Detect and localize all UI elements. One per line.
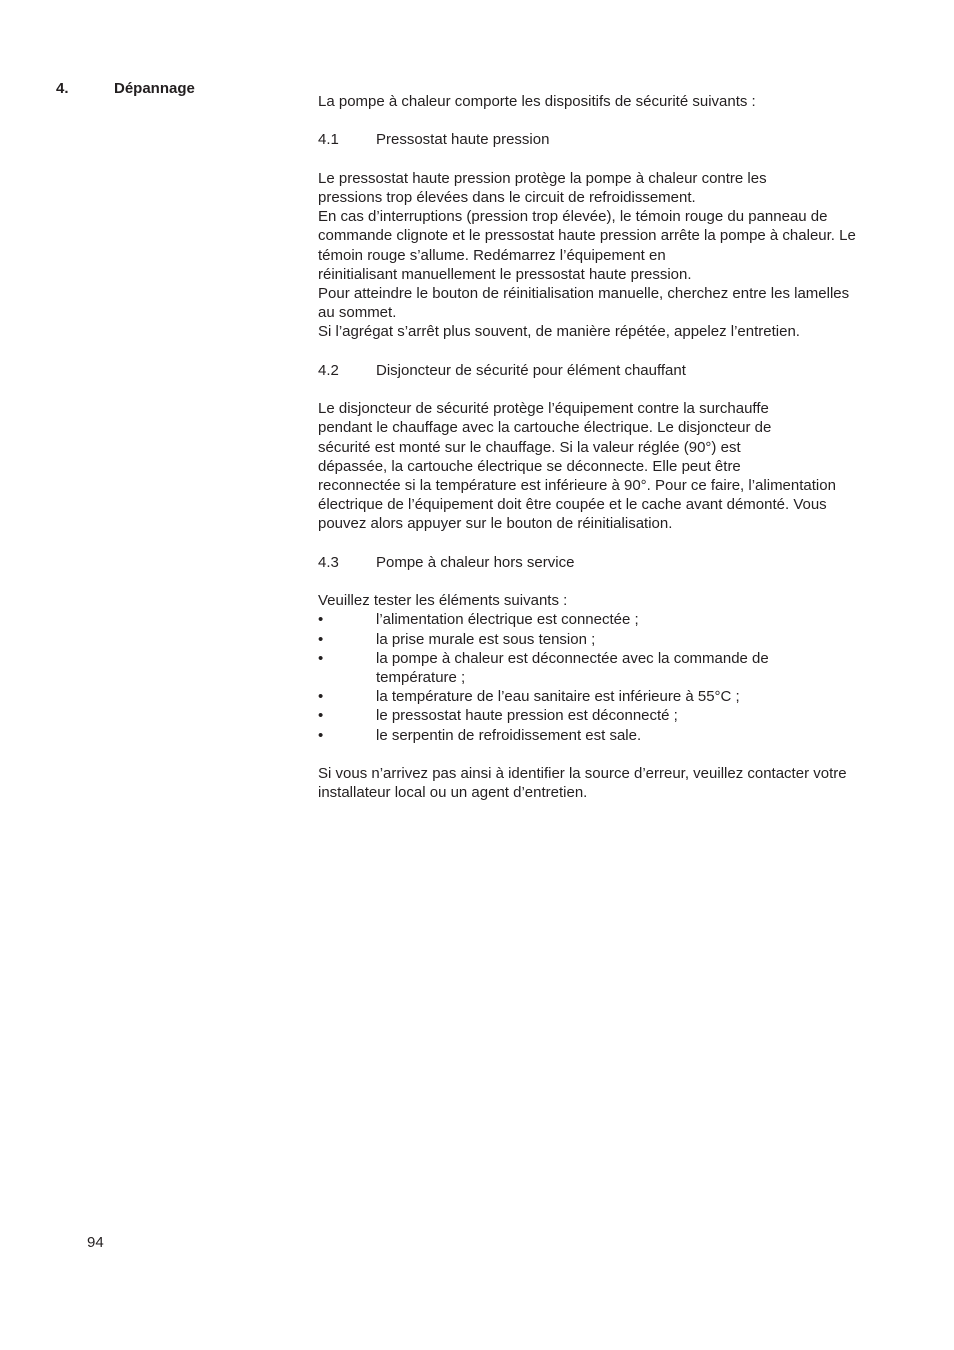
- list-item-text: la prise murale est sous tension ;: [376, 630, 596, 648]
- list-item: [318, 610, 908, 629]
- list-item-text: la pompe à chaleur est déconnectée avec la commande de température ;: [376, 649, 769, 686]
- subsection-title: Pompe à chaleur hors service: [376, 553, 575, 571]
- subsection-number: 4.3: [318, 553, 339, 571]
- body-line: Le disjoncteur de sécurité protège l’équipement contre la surchauffe: [318, 400, 769, 418]
- body-line: pendant le chauffage avec la cartouche électrique. Le disjoncteur de: [318, 419, 772, 437]
- subsection-number: 4.1: [318, 131, 339, 149]
- list-item-text: le serpentin de refroidissement est sale.: [376, 726, 642, 744]
- bullet-icon: •: [318, 726, 324, 744]
- body-line: reconnectée si la température est inférieure à 90°. Pour ce faire, l’alimentation: [318, 477, 836, 494]
- body-line: témoin rouge s’allume. Redémarrez l’équipement en: [318, 246, 666, 264]
- subsection-title: Pressostat haute pression: [376, 131, 550, 149]
- closing-paragraph: [318, 764, 908, 802]
- bullet-icon: •: [318, 611, 324, 629]
- subsection-heading-4-2: [318, 361, 908, 380]
- body-line: installateur local ou un agent d’entretien.: [318, 784, 588, 802]
- list-item-text: l’alimentation électrique est connectée ;: [376, 611, 639, 629]
- bullet-icon: •: [318, 707, 324, 725]
- page-number: 94: [87, 1234, 104, 1251]
- list-item: [318, 687, 908, 706]
- body-line: pressions trop élevées dans le circuit de refroidissement.: [318, 188, 696, 206]
- bullet-icon: •: [318, 630, 324, 648]
- list-item: [318, 706, 908, 725]
- body-line: au sommet.: [318, 304, 397, 322]
- body-line: réinitialisant manuellement le pressostat haute pression.: [318, 265, 692, 283]
- bullet-icon: •: [318, 649, 324, 667]
- body-line: Si vous n’arrivez pas ainsi à identifier la source d’erreur, veuillez contacter votre: [318, 765, 847, 782]
- subsection-heading-4-3: [318, 553, 908, 572]
- list-item-text: le pressostat haute pression est déconnecté ;: [376, 707, 678, 725]
- subsection-body-4-2: [318, 399, 908, 533]
- body-line: Pour atteindre le bouton de réinitialisation manuelle, cherchez entre les lamelles: [318, 285, 850, 302]
- list-item-text: la température de l’eau sanitaire est inférieure à 55°C ;: [376, 688, 740, 706]
- main-content: [318, 92, 908, 802]
- intro-paragraph: La pompe à chaleur comporte les dispositifs de sécurité suivants :: [318, 93, 756, 110]
- bullet-icon: •: [318, 688, 324, 706]
- body-line: Si l’agrégat s’arrêt plus souvent, de manière répétée, appelez l’entretien.: [318, 323, 800, 341]
- subsection-title: Disjoncteur de sécurité pour élément chauffant: [376, 361, 686, 379]
- list-item: [318, 630, 908, 649]
- body-line: Le pressostat haute pression protège la pompe à chaleur contre les: [318, 169, 767, 187]
- body-line: commande clignote et le pressostat haute pression arrête la pompe à chaleur. Le: [318, 227, 856, 245]
- list-item: [318, 726, 908, 745]
- body-line: pouvez alors appuyer sur le bouton de réinitialisation.: [318, 515, 673, 533]
- body-line: dépassée, la cartouche électrique se déconnecte. Elle peut être: [318, 457, 741, 475]
- subsection-number: 4.2: [318, 361, 339, 379]
- body-line: En cas d’interruptions (pression trop élevée), le témoin rouge du panneau de: [318, 208, 828, 226]
- list-item: [318, 649, 908, 687]
- section-title: Dépannage: [114, 80, 195, 97]
- body-line: électrique de l’équipement doit être coupée et le cache avant démonté. Vous: [318, 496, 827, 514]
- section-number: 4.: [56, 80, 69, 97]
- subsection-body-4-1: [318, 169, 908, 342]
- subsection-heading-4-1: [318, 130, 908, 149]
- checklist-intro: Veuillez tester les éléments suivants :: [318, 592, 568, 610]
- body-line: sécurité est monté sur le chauffage. Si la valeur réglée (90°) est: [318, 438, 741, 456]
- checklist: [318, 610, 908, 744]
